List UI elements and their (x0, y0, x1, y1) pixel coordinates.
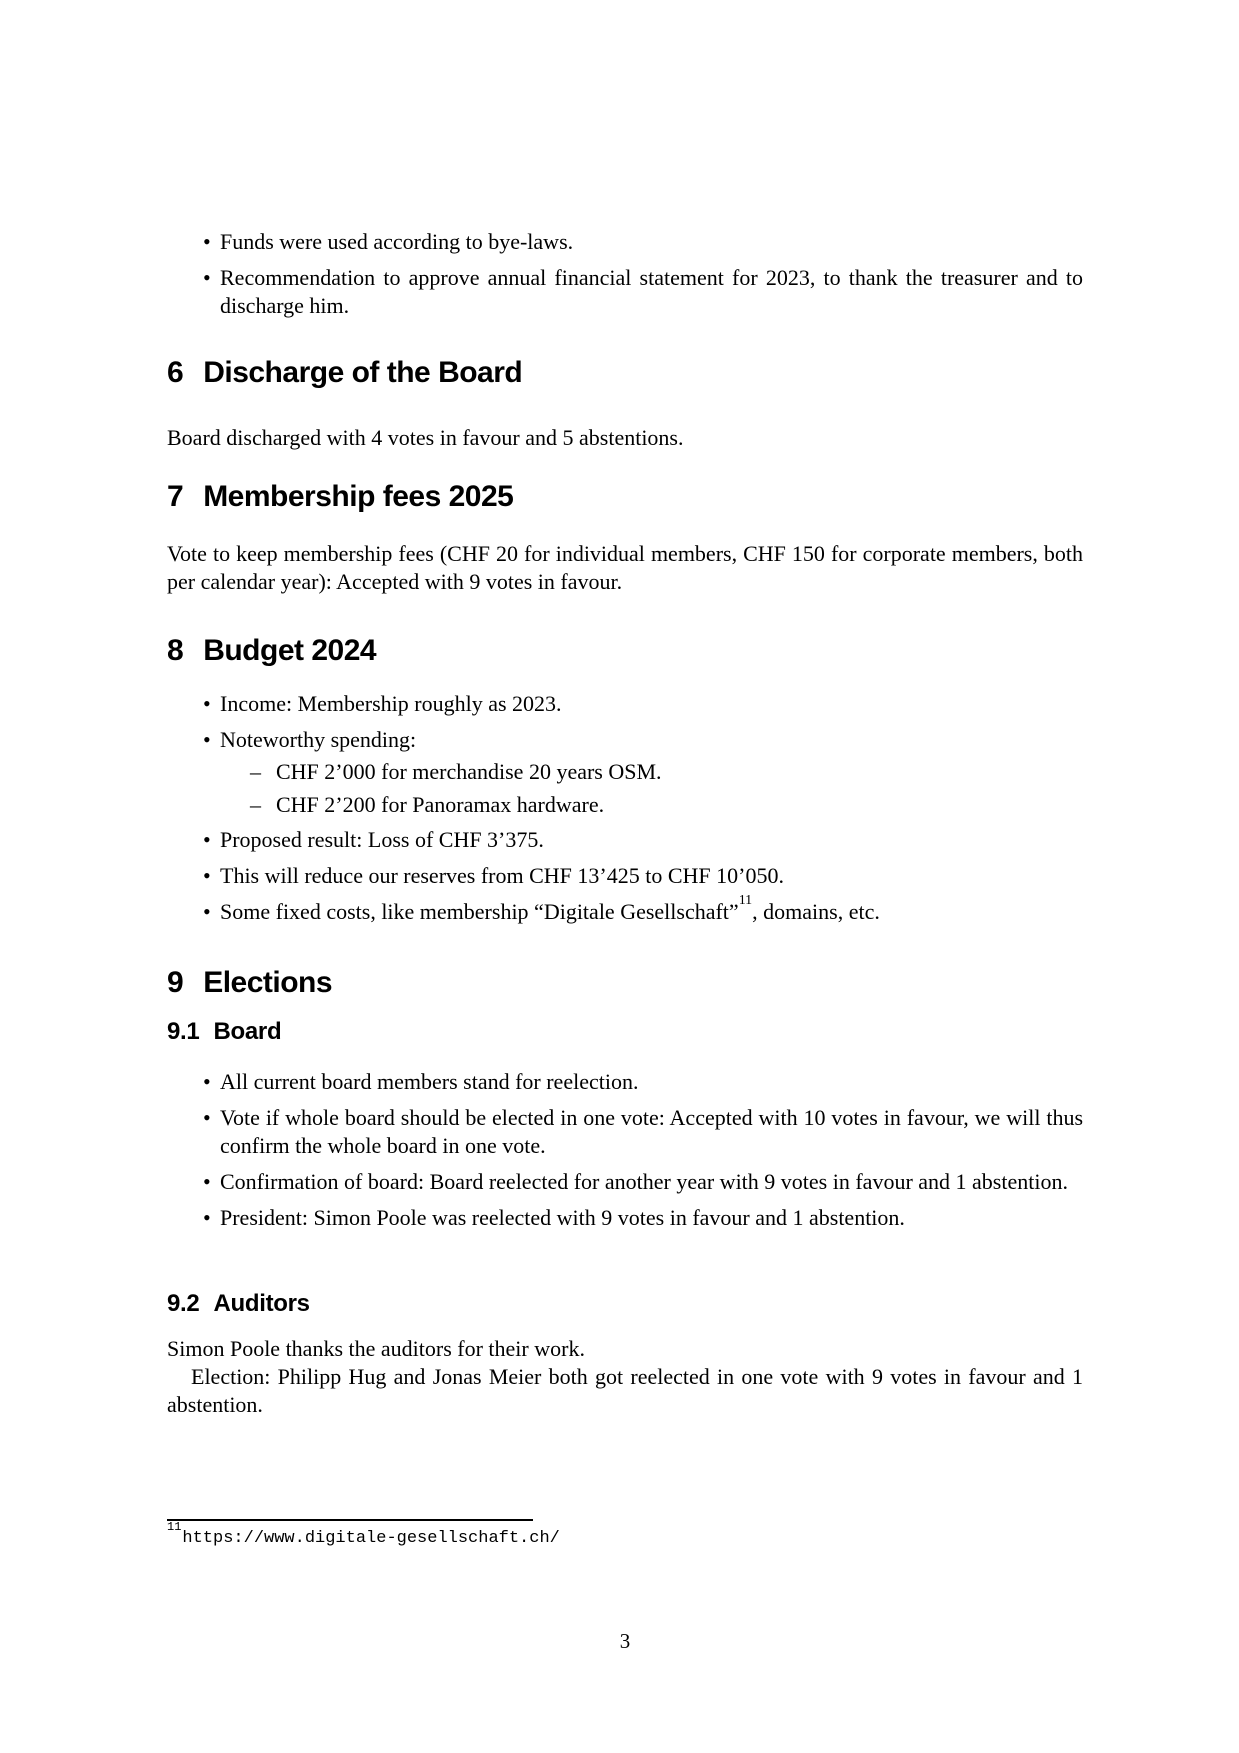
list-item-text: All current board members stand for reelection. (220, 1069, 639, 1094)
footnote-rule (167, 1519, 533, 1521)
list-item (167, 862, 1083, 890)
list-item-text: CHF 2’000 for merchandise 20 years OSM. (276, 759, 662, 784)
subsection-heading-9-2 (167, 1288, 1083, 1319)
section-8-bullet-list (167, 690, 1083, 934)
list-item (167, 826, 1083, 854)
footnote-line (167, 1520, 1083, 1551)
list-item (167, 690, 1083, 718)
bullet-icon: • (203, 229, 211, 254)
section-title: Discharge of the Board (203, 356, 523, 389)
sub-list-item (167, 758, 1083, 786)
bullet-icon: • (203, 1205, 211, 1230)
list-item (167, 1068, 1083, 1096)
section-number: 9 (167, 966, 184, 999)
section-title: Elections (203, 966, 333, 999)
list-item (167, 1168, 1083, 1196)
section-heading-6 (167, 354, 1083, 391)
list-item (167, 1104, 1083, 1160)
footnote-url-link[interactable]: https://www.digitale-gesellschaft.ch/ (182, 1529, 560, 1548)
dash-icon: – (250, 759, 261, 784)
section-number: 7 (167, 480, 184, 513)
list-item-text: CHF 2’200 for Panoramax hardware. (276, 792, 605, 817)
text-block (167, 0, 1083, 1753)
subsection-number: 9.1 (167, 1018, 200, 1045)
section-heading-8 (167, 632, 1083, 669)
list-item (167, 228, 1083, 256)
bullet-icon: • (203, 863, 211, 888)
footnote-marker: 11 (167, 1520, 182, 1535)
list-item (167, 726, 1083, 754)
subsection-number: 9.2 (167, 1290, 200, 1317)
subsection-9-2-paragraphs (167, 1335, 1083, 1419)
section-heading-7 (167, 478, 1083, 515)
page-number: 3 (619, 1629, 631, 1653)
footnote-reference: 11 (738, 892, 753, 908)
bullet-icon: • (203, 727, 211, 752)
bullet-icon: • (203, 691, 211, 716)
list-item-text: Income: Membership roughly as 2023. (220, 691, 562, 716)
sub-list-item (167, 791, 1083, 819)
list-item-text: Funds were used according to bye-laws. (220, 229, 574, 254)
list-item-text: Recommendation to approve annual financial statement for 2023, to thank the treasurer and to discharge him. (220, 265, 1083, 318)
list-item-text: This will reduce our reserves from CHF 13’425 to CHF 10’050. (220, 863, 784, 888)
section-6-paragraph: Board discharged with 4 votes in favour and 5 abstentions. (167, 425, 684, 450)
bullet-icon: • (203, 899, 211, 924)
section-title: Membership fees 2025 (203, 480, 514, 513)
list-item-text (220, 892, 1083, 926)
intro-bullet-list (167, 228, 1083, 328)
subsection-title: Board (213, 1018, 282, 1045)
section-heading-9 (167, 964, 1083, 1001)
list-item-text: Noteworthy spending: (220, 727, 417, 752)
list-item-text: Proposed result: Loss of CHF 3’375. (220, 827, 544, 852)
paragraph: Election: Philipp Hug and Jonas Meier both got reelected in one vote with 9 votes in favour and 1 abstention. (167, 1364, 1083, 1417)
list-item (167, 264, 1083, 320)
footnote-area (167, 1519, 1083, 1551)
bullet-icon: • (203, 827, 211, 852)
subsection-9-1-bullet-list (167, 1068, 1083, 1240)
subsection-heading-9-1 (167, 1016, 1083, 1047)
bullet-icon: • (203, 1169, 211, 1194)
section-number: 6 (167, 356, 184, 389)
bullet-icon: • (203, 1069, 211, 1094)
section-title: Budget 2024 (203, 634, 377, 667)
bullet-icon: • (203, 265, 211, 290)
subsection-title: Auditors (213, 1290, 310, 1317)
list-item-text: Confirmation of board: Board reelected for another year with 9 votes in favour and 1 abstention. (220, 1169, 1068, 1194)
section-7-paragraph: Vote to keep membership fees (CHF 20 for individual members, CHF 150 for corporate members, both per calendar year): Accepted with 9 votes in favour. (167, 541, 1083, 594)
paragraph: Simon Poole thanks the auditors for their work. (167, 1336, 585, 1361)
list-item (167, 1204, 1083, 1232)
list-item-text: President: Simon Poole was reelected with 9 votes in favour and 1 abstention. (220, 1205, 905, 1230)
list-item-text-segment: Some fixed costs, like membership “Digitale Gesellschaft” (220, 899, 739, 924)
list-item (167, 892, 1083, 926)
list-item-text-segment: , domains, etc. (752, 899, 880, 924)
bullet-icon: • (203, 1105, 211, 1130)
section-number: 8 (167, 634, 184, 667)
list-item-text: Vote if whole board should be elected in one vote: Accepted with 10 votes in favour, we will thus confirm the whole board in one vote. (220, 1105, 1083, 1158)
dash-icon: – (250, 792, 261, 817)
